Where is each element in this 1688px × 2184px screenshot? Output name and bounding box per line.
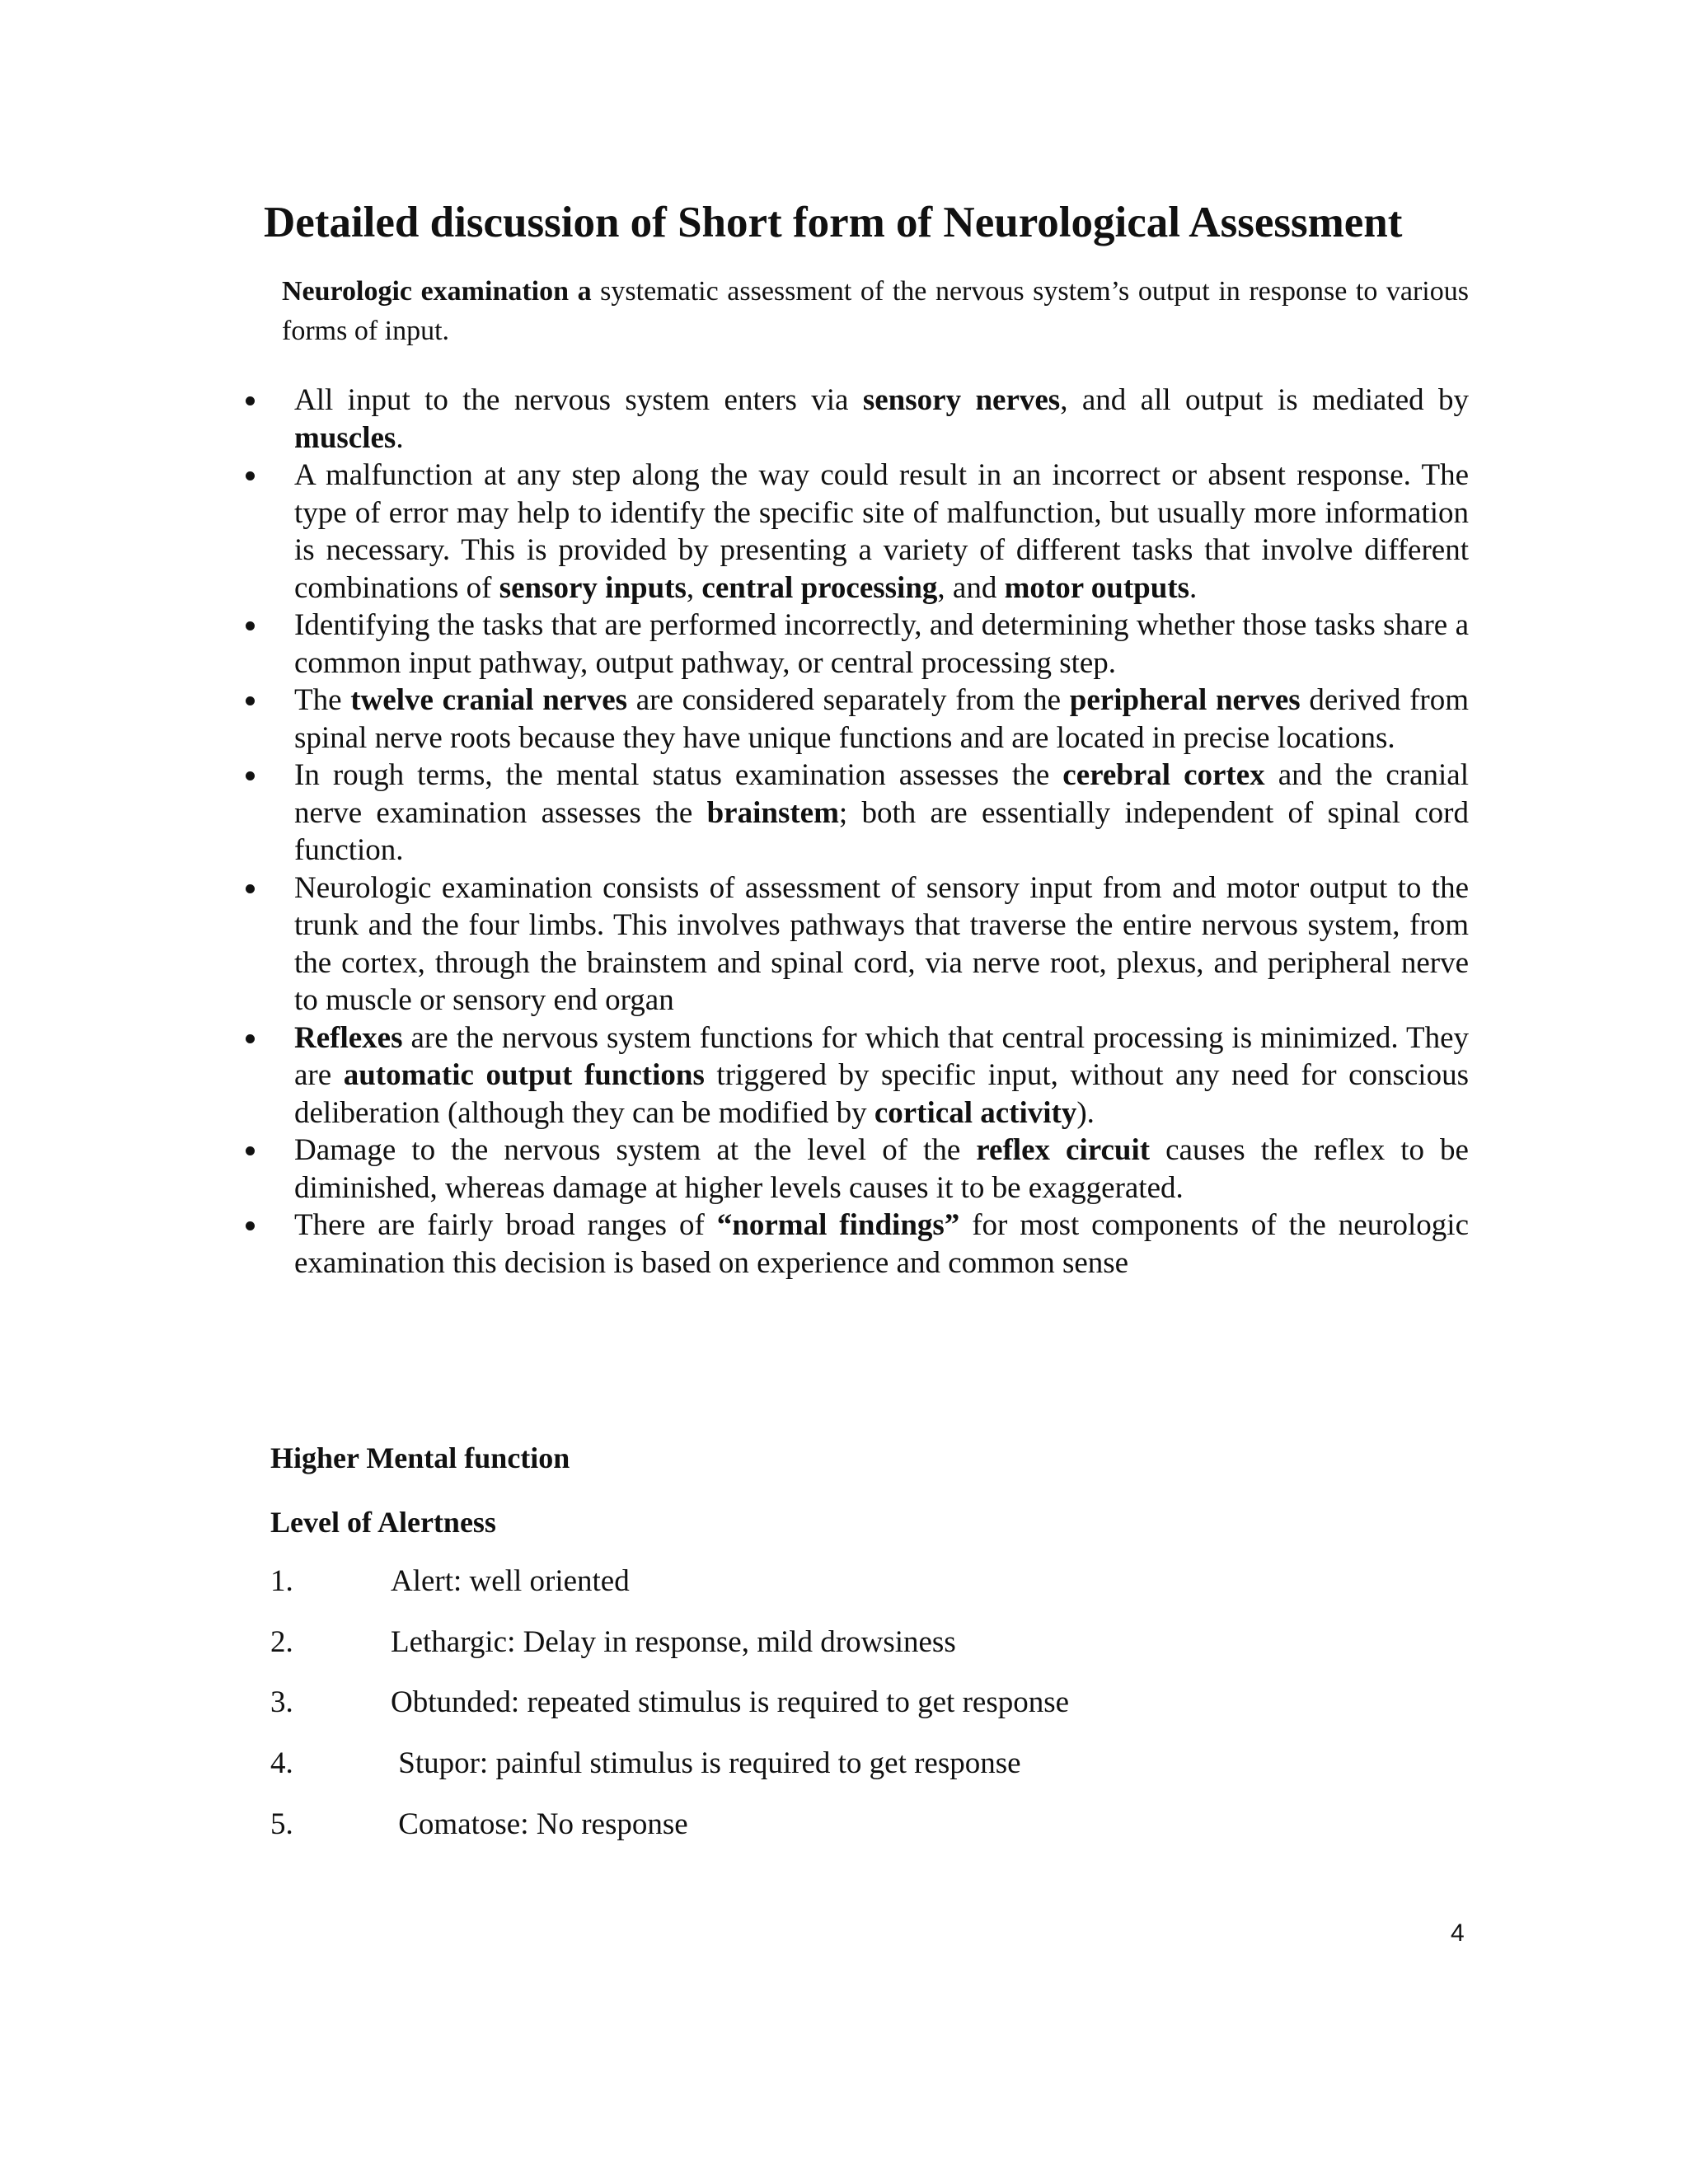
bullet-item: [239, 1132, 1469, 1207]
bullet-text: Damage to the nervous system at the level of the: [294, 1133, 977, 1167]
page-title: Detailed discussion of Short form of Neurological Assessment: [264, 199, 1403, 246]
bullet-bold-text: cerebral cortex: [1062, 758, 1265, 792]
bullet-text: triggered by specific input, without any need for conscious deliberation (although they can be modified by: [294, 1058, 1469, 1130]
bullet-text: and the cranial nerve examination assesses the: [294, 758, 1469, 830]
bullet-item: [239, 382, 1469, 457]
bullet-item: [239, 682, 1469, 757]
bullet-bold-text: Reflexes: [294, 1020, 403, 1055]
bullet-bold-text: central processing: [701, 570, 938, 605]
intro-term: Neurologic examination a: [282, 276, 592, 307]
bullet-text: There are fairly broad ranges of: [294, 1208, 717, 1242]
bullet-text: In rough terms, the mental status examination assesses the: [294, 758, 1063, 792]
bullet-dot-icon: [246, 471, 255, 480]
bullet-item: [239, 869, 1469, 1019]
alertness-item-number: 3.: [270, 1685, 293, 1719]
alertness-item-number: 5.: [270, 1807, 293, 1841]
bullet-dot-icon: [246, 396, 255, 405]
alertness-item-text: Comatose: No response: [391, 1807, 688, 1841]
bullet-bold-text: automatic output functions: [343, 1058, 705, 1092]
alertness-item-text: Stupor: painful stimulus is required to get response: [391, 1746, 1021, 1780]
bullet-text: ,: [686, 570, 702, 605]
bullet-item: [239, 457, 1469, 607]
intro-text: systematic assessment of the nervous system’s output in response to various forms of input.: [282, 276, 1469, 346]
bullet-dot-icon: [246, 1146, 255, 1155]
alertness-item-number: 4.: [270, 1746, 293, 1780]
alertness-item: [270, 1685, 1069, 1721]
bullet-text: causes the reflex to be diminished, whereas damage at higher levels causes it to be exaggerated.: [294, 1133, 1469, 1205]
bullet-text: Neurologic examination consists of assessment of sensory input from and motor output to the trunk and the four limbs. This involves pathways that traverse the entire nervous system, from the cortex, through the brainstem and spinal cord, via nerve root, plexus, and peripheral nerve to muscle or sensory end organ: [294, 870, 1469, 1017]
bullet-text: are considered separately from the: [627, 683, 1070, 717]
bullet-dot-icon: [246, 621, 255, 630]
bullet-text: .: [1189, 570, 1198, 605]
bullet-item: [239, 1207, 1469, 1282]
bullet-text: ; both are essentially independent of spinal cord function.: [294, 795, 1469, 867]
bullet-text: All input to the nervous system enters via: [294, 383, 863, 417]
bullet-bold-text: sensory inputs: [499, 570, 687, 605]
bullet-text: The: [294, 683, 351, 717]
alertness-item-number: 2.: [270, 1625, 293, 1659]
bullet-bold-text: cortical activity: [874, 1095, 1077, 1130]
bullet-bold-text: peripheral nerves: [1069, 683, 1301, 717]
bullet-text: are the nervous system functions for which that central processing is minimized. They are: [294, 1020, 1469, 1092]
bullet-text: A malfunction at any step along the way could result in an incorrect or absent response. The type of error may help to identify the specific site of malfunction, but usually more information is necessary. This is provided by presenting a variety of different tasks that involve different combinations of: [294, 458, 1469, 605]
bullet-text: for most components of the neurologic examination this decision is based on experience and common sense: [294, 1208, 1470, 1280]
bullet-text: , and all output is mediated by: [1060, 383, 1470, 417]
bullet-dot-icon: [246, 696, 255, 705]
bullet-text: Identifying the tasks that are performed incorrectly, and determining whether those tasks share a common input pathway, output pathway, or central processing step.: [294, 608, 1469, 680]
alertness-item-number: 1.: [270, 1564, 293, 1598]
bullet-bold-text: reflex circuit: [976, 1133, 1151, 1167]
page-number: 4: [1451, 1919, 1465, 1947]
bullet-bold-text: twelve cranial nerves: [350, 683, 628, 717]
bullet-text: ).: [1076, 1095, 1095, 1130]
bullet-bold-text: “normal findings”: [716, 1208, 960, 1242]
subsection-heading: Level of Alertness: [270, 1506, 496, 1539]
bullet-text: .: [396, 420, 404, 455]
alertness-item: [270, 1624, 956, 1661]
alertness-item-text: Lethargic: Delay in response, mild drowsiness: [391, 1625, 956, 1659]
bullet-bold-text: muscles: [294, 420, 396, 455]
alertness-item: [270, 1563, 630, 1600]
alertness-item-text: Alert: well oriented: [391, 1564, 630, 1598]
bullet-list: [239, 382, 1469, 1282]
bullet-item: [239, 757, 1469, 869]
alertness-item: [270, 1746, 1021, 1782]
bullet-bold-text: brainstem: [706, 795, 839, 830]
bullet-item: [239, 1019, 1469, 1132]
section-heading: Higher Mental function: [270, 1441, 570, 1474]
bullet-bold-text: motor outputs: [1004, 570, 1190, 605]
bullet-text: , and: [937, 570, 1005, 605]
bullet-bold-text: sensory nerves: [862, 383, 1061, 417]
bullet-dot-icon: [246, 1034, 255, 1043]
bullet-dot-icon: [246, 771, 255, 780]
intro-paragraph: [282, 272, 1469, 351]
alertness-item: [270, 1807, 688, 1843]
alertness-item-text: Obtunded: repeated stimulus is required to get response: [391, 1685, 1070, 1719]
bullet-item: [239, 607, 1469, 682]
bullet-text: derived from spinal nerve roots because they have unique functions and are located in precise locations.: [294, 683, 1469, 755]
bullet-dot-icon: [246, 1221, 255, 1230]
bullet-dot-icon: [246, 884, 255, 893]
